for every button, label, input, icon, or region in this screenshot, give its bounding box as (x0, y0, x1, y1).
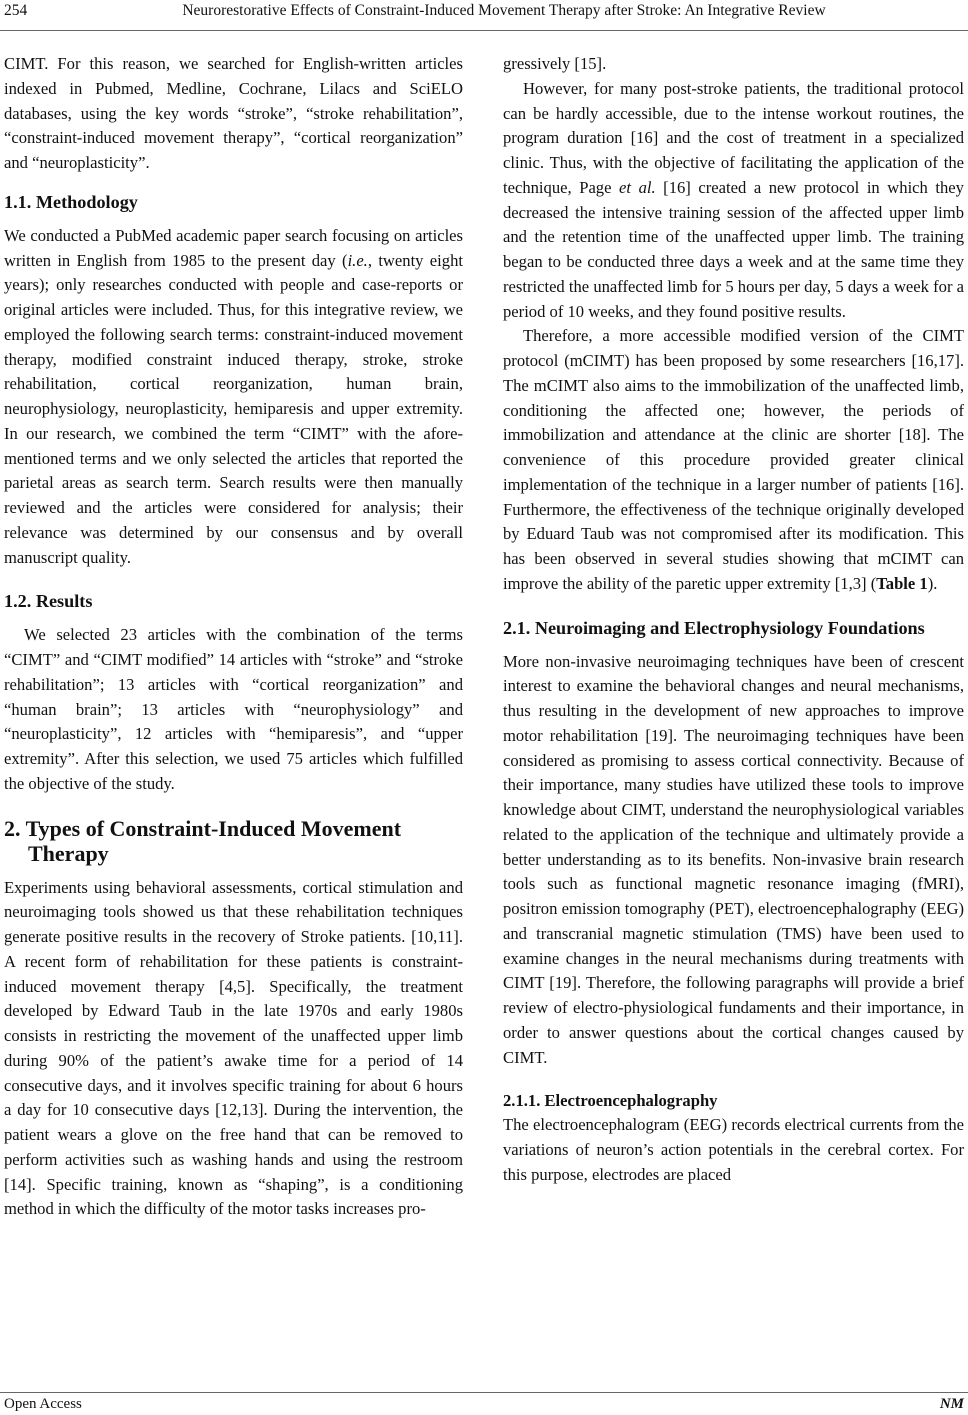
heading-types-of-cimt: 2. Types of Constraint-Induced Movement Therapy (4, 815, 402, 866)
therefore-text-b: ). (927, 573, 938, 593)
methodology-text-b: , twenty eight years); only researches conducted with people and case-reports or original articles were included. Thus, for this integrative review, we employed the following search terms: constraint-induced movement therapy, modified constraint induced therapy, stroke, stroke rehabilitation, cortical reorganization, human brain, neurophysiology, neuroplasticity, hemiparesis and upper extremity. In our research, we combined the term “CIMT” with the afore-mentioned terms and we only selected the articles that reported the parietal areas as search term. Search results were then manually reviewed and the articles were considered for analysis; their relevance was determined by our consensus and by overall manuscript quality. (4, 250, 463, 567)
paragraph-results: We selected 23 articles with the combination of the terms “CIMT” and “CIMT modified” 14 articles with “stroke” and “stroke rehabilitation”; 13 articles with “cortical reorganization” and “human brain”; 13 articles with “neurophysiology” and “neuroplasticity”, 12 articles with “hemiparesis”, and “upper extremity”. After this selection, we used 75 articles which fulfilled the objective of the study. (4, 625, 463, 793)
paragraph-methodology (4, 224, 463, 571)
table-1-reference: Table 1 (876, 573, 928, 593)
heading-neuroimaging: 2.1. Neuroimaging and Electrophysiology Foundations (503, 617, 925, 638)
paragraph-neuroimaging: More non-invasive neuroimaging techniques have been of crescent interest to examine the behavioral changes and neural mechanisms, thus resulting in the development of new approaches to improve motor rehabilitation [19]. The neuroimaging techniques have been considered as promising to assess cortical connectivity. Because of their importance, many studies have utilized these tools to improve knowledge about CIMT, understand the neurophysiological variables related to the application of the technique and ultimately provide a better understanding as to its benefits. Non-invasive brain research tools such as functional magnetic resonance imaging (fMRI), positron emission tomography (PET), electroencephalography (EEG) and transcranial magnetic stimulation (TMS) have been used to examine changes in the neural mechanisms during treatments with CIMT [19]. Therefore, the following paragraphs will provide a brief review of electro-physiological fundaments and their importance, in order to answer questions about the cortical changes caused by CIMT. (503, 651, 964, 1067)
paragraph-types: Experiments using behavioral assessments, cortical stimulation and neuroimaging tools showed us that these rehabilitation techniques generate positive results in the recovery of Stroke patients. [10,11]. A recent form of rehabilitation for these patients is constraint-induced movement therapy [4,5]. Specifically, the treatment developed by Edward Taub in the late 1970s and early 1980s consists in restricting the movement of the unaffected upper limb during 90% of the patient’s awake time for a period of 14 consecutive days, and it involves specific training for about 6 hours a day for 10 consecutive days [12,13]. During the intervention, the patient wears a glove on the free hand that can be removed to perform activities such as washing hands and using the restroom [14]. Specific training, known as “shaping”, is a conditioning method in which the difficulty of the motor tasks increases pro- (4, 877, 463, 1219)
left-column (4, 52, 463, 1222)
footer-journal-abbrev: NM (939, 1396, 964, 1412)
footer-open-access: Open Access (4, 1396, 82, 1412)
paragraph-eeg: The electroencephalogram (EEG) records electrical currents from the variations of neuron’s action potentials in the cerebral cortex. For this purpose, electrodes are placed (503, 1115, 964, 1184)
paragraph-however (503, 77, 964, 325)
however-et-al: et al. (619, 177, 656, 197)
paragraph-therefore (503, 324, 964, 596)
heading-methodology: 1.1. Methodology (4, 191, 138, 212)
page-header (0, 0, 968, 31)
however-text-b: [16] created a new protocol in which they decreased the intensive training session of the affected upper limb and the retention time of the unaffected upper limb. The training began to be conducted three days a week and at the same time they restricted the unaffected limb for 5 hours per day, 5 days a week for a period of 10 weeks, and they found positive results. (503, 177, 964, 321)
methodology-text-a: We conducted a PubMed academic paper search focusing on articles written in English from 1985 to the present day ( (4, 225, 463, 270)
paragraph-continued: gressively [15]. (503, 54, 607, 73)
running-title: Neurorestorative Effects of Constraint-Induced Movement Therapy after Stroke: An Integrative Review (182, 2, 826, 19)
methodology-ie: i.e. (347, 250, 368, 270)
heading-electroencephalography: 2.1.1. Electroencephalography (503, 1091, 718, 1111)
page-number: 254 (4, 2, 28, 19)
therefore-text-a: Therefore, a more accessible modified version of the CIMT protocol (mCIMT) has been proposed by some researchers [16,17]. The mCIMT also aims to the immobilization of the unaffected limb, conditioning the affected one; however, the periods of immobilization and attendance at the clinic are shorter [18]. The convenience of this procedure provided greater clinical implementation of the technique in a larger number of patients [16]. Furthermore, the effectiveness of the technique originally developed by Eduard Taub was not compromised after its modification. This has been observed in several studies showing that mCIMT can improve the ability of the paretic upper extremity [1,3] ( (503, 326, 964, 593)
right-column (503, 52, 964, 1188)
however-text-a: However, for many post-stroke patients, the traditional protocol can be hardly accessible, due to the intense workout routines, the program duration [16] and the cost of treatment in a specialized clinic. Thus, with the objective of facilitating the application of the technique, Page (503, 78, 964, 197)
heading-results: 1.2. Results (4, 591, 93, 612)
page-footer (0, 1392, 968, 1415)
paragraph-intro-continued: CIMT. For this reason, we searched for English-written articles indexed in Pubmed, Medline, Cochrane, Lilacs and SciELO databases, using the key words “stroke”, “stroke rehabilitation”, “constraint-induced movement therapy”, “cortical reorganization” and “neuroplasticity”. (4, 54, 463, 172)
